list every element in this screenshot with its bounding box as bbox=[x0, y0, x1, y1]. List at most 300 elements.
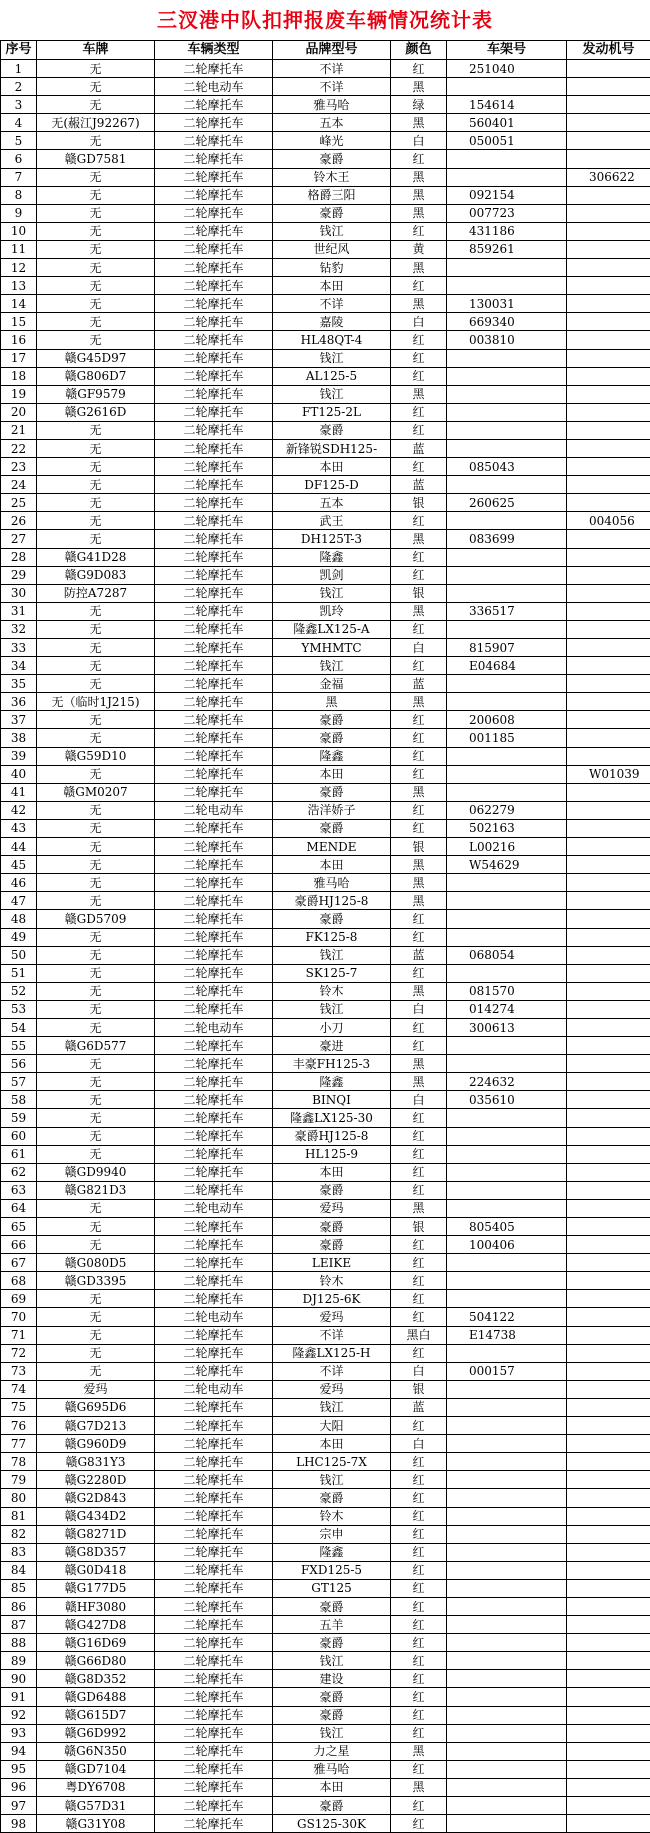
cell-frame-number bbox=[447, 1670, 567, 1688]
table-row bbox=[1, 1489, 650, 1507]
cell-brand-model: 爱玛 bbox=[273, 1380, 391, 1398]
cell-vehicle-type: 二轮摩托车 bbox=[155, 150, 273, 168]
table-row bbox=[1, 1326, 650, 1344]
table-row bbox=[1, 403, 650, 421]
cell-color: 黑白 bbox=[391, 1326, 447, 1344]
cell-frame-number bbox=[447, 964, 567, 982]
cell-brand-model: 不详 bbox=[273, 295, 391, 313]
cell-color: 白 bbox=[391, 313, 447, 331]
cell-plate: 无 bbox=[37, 313, 155, 331]
cell-engine-number bbox=[567, 1815, 650, 1833]
cell-plate: 无 bbox=[37, 1127, 155, 1145]
cell-vehicle-type: 二轮摩托车 bbox=[155, 910, 273, 928]
cell-index: 70 bbox=[1, 1308, 37, 1326]
cell-index: 62 bbox=[1, 1163, 37, 1181]
table-row bbox=[1, 711, 650, 729]
cell-index: 21 bbox=[1, 421, 37, 439]
cell-color: 银 bbox=[391, 1218, 447, 1236]
cell-engine-number bbox=[567, 78, 650, 96]
cell-plate: 无 bbox=[37, 1326, 155, 1344]
cell-vehicle-type: 二轮摩托车 bbox=[155, 1326, 273, 1344]
table-row bbox=[1, 421, 650, 439]
cell-engine-number bbox=[567, 1145, 650, 1163]
cell-index: 93 bbox=[1, 1724, 37, 1742]
cell-plate: 赣GD6488 bbox=[37, 1688, 155, 1706]
cell-plate: 无 bbox=[37, 801, 155, 819]
cell-vehicle-type: 二轮摩托车 bbox=[155, 1561, 273, 1579]
cell-frame-number bbox=[447, 566, 567, 584]
cell-vehicle-type: 二轮摩托车 bbox=[155, 385, 273, 403]
cell-vehicle-type: 二轮摩托车 bbox=[155, 928, 273, 946]
cell-index: 89 bbox=[1, 1652, 37, 1670]
table-row bbox=[1, 1778, 650, 1796]
cell-index: 34 bbox=[1, 657, 37, 675]
cell-brand-model: 豪爵 bbox=[273, 1597, 391, 1615]
cell-vehicle-type: 二轮摩托车 bbox=[155, 1272, 273, 1290]
cell-frame-number bbox=[447, 1543, 567, 1561]
cell-index: 74 bbox=[1, 1380, 37, 1398]
cell-frame-number bbox=[447, 892, 567, 910]
cell-color: 红 bbox=[391, 1525, 447, 1543]
cell-color: 红 bbox=[391, 657, 447, 675]
cell-color: 红 bbox=[391, 1308, 447, 1326]
cell-plate: 赣G615D7 bbox=[37, 1706, 155, 1724]
cell-vehicle-type: 二轮摩托车 bbox=[155, 1109, 273, 1127]
cell-index: 88 bbox=[1, 1634, 37, 1652]
cell-vehicle-type: 二轮摩托车 bbox=[155, 964, 273, 982]
cell-brand-model: GT125 bbox=[273, 1579, 391, 1597]
table-row bbox=[1, 1127, 650, 1145]
cell-brand-model: 铃木 bbox=[273, 982, 391, 1000]
cell-frame-number bbox=[447, 367, 567, 385]
cell-color: 黑 bbox=[391, 114, 447, 132]
cell-color: 红 bbox=[391, 1109, 447, 1127]
table-row bbox=[1, 946, 650, 964]
cell-frame-number: L00216 bbox=[447, 838, 567, 856]
cell-engine-number: W01039 bbox=[567, 765, 650, 783]
cell-color: 蓝 bbox=[391, 476, 447, 494]
cell-plate: 无 bbox=[37, 295, 155, 313]
cell-frame-number bbox=[447, 439, 567, 457]
cell-plate: 无 bbox=[37, 620, 155, 638]
cell-engine-number bbox=[567, 96, 650, 114]
cell-color: 红 bbox=[391, 1453, 447, 1471]
cell-color: 红 bbox=[391, 1489, 447, 1507]
cell-plate: 无 bbox=[37, 476, 155, 494]
cell-brand-model: 新锋锐SDH125- bbox=[273, 439, 391, 457]
cell-index: 97 bbox=[1, 1797, 37, 1815]
cell-plate: 无 bbox=[37, 1145, 155, 1163]
cell-color: 红 bbox=[391, 964, 447, 982]
cell-brand-model: 豪爵 bbox=[273, 729, 391, 747]
table-row bbox=[1, 240, 650, 258]
cell-color: 绿 bbox=[391, 96, 447, 114]
cell-frame-number: 003810 bbox=[447, 331, 567, 349]
cell-vehicle-type: 二轮摩托车 bbox=[155, 1435, 273, 1453]
cell-frame-number bbox=[447, 1742, 567, 1760]
table-row bbox=[1, 639, 650, 657]
cell-vehicle-type: 二轮摩托车 bbox=[155, 1145, 273, 1163]
cell-vehicle-type: 二轮摩托车 bbox=[155, 1091, 273, 1109]
cell-brand-model: 凯剑 bbox=[273, 566, 391, 584]
cell-plate: 无（临时1J215) bbox=[37, 693, 155, 711]
table-row bbox=[1, 1290, 650, 1308]
cell-frame-number: 859261 bbox=[447, 240, 567, 258]
cell-color: 红 bbox=[391, 620, 447, 638]
cell-brand-model: 雅马哈 bbox=[273, 874, 391, 892]
cell-plate: 无 bbox=[37, 186, 155, 204]
cell-engine-number bbox=[567, 277, 650, 295]
cell-plate: 无 bbox=[37, 132, 155, 150]
table-row bbox=[1, 385, 650, 403]
cell-plate: 无 bbox=[37, 1236, 155, 1254]
cell-engine-number bbox=[567, 1380, 650, 1398]
cell-engine-number bbox=[567, 1163, 650, 1181]
cell-brand-model: 豪爵 bbox=[273, 1688, 391, 1706]
cell-index: 56 bbox=[1, 1055, 37, 1073]
cell-frame-number bbox=[447, 620, 567, 638]
cell-color: 白 bbox=[391, 639, 447, 657]
cell-engine-number bbox=[567, 964, 650, 982]
cell-engine-number bbox=[567, 1670, 650, 1688]
cell-color: 红 bbox=[391, 1018, 447, 1036]
cell-plate: 无 bbox=[37, 892, 155, 910]
cell-brand-model: 不详 bbox=[273, 78, 391, 96]
cell-engine-number bbox=[567, 1579, 650, 1597]
cell-frame-number: 062279 bbox=[447, 801, 567, 819]
cell-engine-number bbox=[567, 819, 650, 837]
cell-frame-number bbox=[447, 874, 567, 892]
cell-engine-number bbox=[567, 1435, 650, 1453]
cell-engine-number bbox=[567, 295, 650, 313]
cell-vehicle-type: 二轮电动车 bbox=[155, 1018, 273, 1036]
cell-color: 黑 bbox=[391, 1199, 447, 1217]
cell-frame-number bbox=[447, 1272, 567, 1290]
cell-color: 红 bbox=[391, 150, 447, 168]
table-row bbox=[1, 1344, 650, 1362]
cell-index: 19 bbox=[1, 385, 37, 403]
cell-index: 15 bbox=[1, 313, 37, 331]
table-row bbox=[1, 1634, 650, 1652]
cell-plate: 赣G080D5 bbox=[37, 1254, 155, 1272]
cell-engine-number bbox=[567, 675, 650, 693]
cell-plate: 无 bbox=[37, 711, 155, 729]
table-row bbox=[1, 458, 650, 476]
cell-engine-number bbox=[567, 584, 650, 602]
cell-frame-number: 083699 bbox=[447, 530, 567, 548]
cell-frame-number bbox=[447, 1815, 567, 1833]
table-row bbox=[1, 512, 650, 530]
table-row bbox=[1, 1525, 650, 1543]
cell-color: 银 bbox=[391, 494, 447, 512]
cell-frame-number: 007723 bbox=[447, 204, 567, 222]
cell-plate: 无 bbox=[37, 494, 155, 512]
cell-color: 红 bbox=[391, 729, 447, 747]
cell-plate: 无 bbox=[37, 729, 155, 747]
cell-plate: 赣HF3080 bbox=[37, 1597, 155, 1615]
cell-plate: 赣G427D8 bbox=[37, 1616, 155, 1634]
cell-brand-model: 建设 bbox=[273, 1670, 391, 1688]
cell-frame-number bbox=[447, 150, 567, 168]
cell-frame-number: E14738 bbox=[447, 1326, 567, 1344]
cell-engine-number bbox=[567, 132, 650, 150]
cell-plate: 无 bbox=[37, 1362, 155, 1380]
cell-engine-number bbox=[567, 1127, 650, 1145]
cell-frame-number bbox=[447, 765, 567, 783]
cell-color: 红 bbox=[391, 1706, 447, 1724]
cell-vehicle-type: 二轮摩托车 bbox=[155, 331, 273, 349]
table-row bbox=[1, 1091, 650, 1109]
cell-color: 黑 bbox=[391, 385, 447, 403]
cell-index: 26 bbox=[1, 512, 37, 530]
cell-vehicle-type: 二轮摩托车 bbox=[155, 277, 273, 295]
cell-brand-model: 武王 bbox=[273, 512, 391, 530]
cell-color: 蓝 bbox=[391, 1398, 447, 1416]
cell-vehicle-type: 二轮摩托车 bbox=[155, 1688, 273, 1706]
cell-color: 红 bbox=[391, 1561, 447, 1579]
cell-color: 红 bbox=[391, 1670, 447, 1688]
cell-index: 6 bbox=[1, 150, 37, 168]
cell-index: 31 bbox=[1, 602, 37, 620]
cell-frame-number bbox=[447, 259, 567, 277]
cell-color: 白 bbox=[391, 1362, 447, 1380]
cell-vehicle-type: 二轮摩托车 bbox=[155, 1163, 273, 1181]
table-row bbox=[1, 693, 650, 711]
cell-plate: 无 bbox=[37, 1218, 155, 1236]
cell-brand-model: 豪爵 bbox=[273, 1797, 391, 1815]
cell-brand-model: 豪进 bbox=[273, 1037, 391, 1055]
table-row bbox=[1, 1435, 650, 1453]
cell-vehicle-type: 二轮摩托车 bbox=[155, 1344, 273, 1362]
cell-color: 黑 bbox=[391, 168, 447, 186]
cell-vehicle-type: 二轮摩托车 bbox=[155, 620, 273, 638]
cell-index: 39 bbox=[1, 747, 37, 765]
cell-frame-number bbox=[447, 1145, 567, 1163]
table-row bbox=[1, 856, 650, 874]
cell-frame-number bbox=[447, 1652, 567, 1670]
cell-vehicle-type: 二轮摩托车 bbox=[155, 1218, 273, 1236]
cell-engine-number bbox=[567, 1344, 650, 1362]
cell-vehicle-type: 二轮摩托车 bbox=[155, 1525, 273, 1543]
cell-frame-number: 251040 bbox=[447, 60, 567, 78]
cell-brand-model: 力之星 bbox=[273, 1742, 391, 1760]
cell-engine-number bbox=[567, 946, 650, 964]
cell-brand-model: 豪爵 bbox=[273, 150, 391, 168]
cell-frame-number: 336517 bbox=[447, 602, 567, 620]
cell-engine-number bbox=[567, 1507, 650, 1525]
table-row bbox=[1, 259, 650, 277]
cell-brand-model: 豪爵 bbox=[273, 1634, 391, 1652]
cell-color: 黑 bbox=[391, 982, 447, 1000]
cell-color: 红 bbox=[391, 331, 447, 349]
cell-color: 黑 bbox=[391, 186, 447, 204]
cell-color: 红 bbox=[391, 349, 447, 367]
cell-plate: 无 bbox=[37, 512, 155, 530]
cell-brand-model: 嘉陵 bbox=[273, 313, 391, 331]
cell-engine-number bbox=[567, 331, 650, 349]
cell-engine-number bbox=[567, 928, 650, 946]
table-row bbox=[1, 1308, 650, 1326]
cell-index: 29 bbox=[1, 566, 37, 584]
cell-index: 96 bbox=[1, 1778, 37, 1796]
cell-index: 45 bbox=[1, 856, 37, 874]
cell-color: 红 bbox=[391, 801, 447, 819]
cell-frame-number bbox=[447, 1127, 567, 1145]
cell-engine-number bbox=[567, 1453, 650, 1471]
table-row bbox=[1, 566, 650, 584]
cell-color: 红 bbox=[391, 928, 447, 946]
table-row bbox=[1, 186, 650, 204]
cell-index: 78 bbox=[1, 1453, 37, 1471]
cell-engine-number bbox=[567, 1091, 650, 1109]
cell-color: 黄 bbox=[391, 240, 447, 258]
cell-vehicle-type: 二轮摩托车 bbox=[155, 60, 273, 78]
cell-frame-number: 560401 bbox=[447, 114, 567, 132]
cell-frame-number bbox=[447, 1453, 567, 1471]
cell-vehicle-type: 二轮摩托车 bbox=[155, 819, 273, 837]
cell-brand-model: AL125-5 bbox=[273, 367, 391, 385]
cell-index: 17 bbox=[1, 349, 37, 367]
cell-color: 红 bbox=[391, 1815, 447, 1833]
cell-color: 红 bbox=[391, 1760, 447, 1778]
cell-color: 红 bbox=[391, 512, 447, 530]
cell-brand-model: 豪爵 bbox=[273, 1489, 391, 1507]
cell-frame-number: 260625 bbox=[447, 494, 567, 512]
cell-engine-number bbox=[567, 204, 650, 222]
cell-color: 红 bbox=[391, 421, 447, 439]
cell-plate: 无 bbox=[37, 657, 155, 675]
cell-engine-number bbox=[567, 729, 650, 747]
cell-frame-number: 085043 bbox=[447, 458, 567, 476]
cell-vehicle-type: 二轮摩托车 bbox=[155, 1543, 273, 1561]
cell-frame-number bbox=[447, 1760, 567, 1778]
cell-vehicle-type: 二轮摩托车 bbox=[155, 602, 273, 620]
cell-plate: 无 bbox=[37, 1199, 155, 1217]
cell-frame-number bbox=[447, 584, 567, 602]
cell-index: 37 bbox=[1, 711, 37, 729]
cell-engine-number bbox=[567, 1362, 650, 1380]
cell-index: 13 bbox=[1, 277, 37, 295]
cell-frame-number bbox=[447, 1489, 567, 1507]
cell-engine-number bbox=[567, 186, 650, 204]
cell-vehicle-type: 二轮摩托车 bbox=[155, 512, 273, 530]
cell-brand-model: 宗申 bbox=[273, 1525, 391, 1543]
cell-vehicle-type: 二轮摩托车 bbox=[155, 856, 273, 874]
cell-brand-model: 大阳 bbox=[273, 1417, 391, 1435]
cell-index: 91 bbox=[1, 1688, 37, 1706]
cell-plate: 无 bbox=[37, 421, 155, 439]
cell-color: 黑 bbox=[391, 259, 447, 277]
cell-frame-number bbox=[447, 693, 567, 711]
cell-engine-number bbox=[567, 1308, 650, 1326]
cell-index: 9 bbox=[1, 204, 37, 222]
cell-plate: 赣G8D352 bbox=[37, 1670, 155, 1688]
table-row bbox=[1, 1362, 650, 1380]
cell-engine-number bbox=[567, 910, 650, 928]
cell-frame-number: 000157 bbox=[447, 1362, 567, 1380]
table-row bbox=[1, 910, 650, 928]
table-row bbox=[1, 1181, 650, 1199]
cell-frame-number bbox=[447, 1417, 567, 1435]
cell-frame-number bbox=[447, 1055, 567, 1073]
cell-frame-number bbox=[447, 476, 567, 494]
cell-engine-number bbox=[567, 566, 650, 584]
cell-index: 79 bbox=[1, 1471, 37, 1489]
cell-brand-model: BINQI bbox=[273, 1091, 391, 1109]
cell-color: 红 bbox=[391, 1543, 447, 1561]
cell-vehicle-type: 二轮摩托车 bbox=[155, 421, 273, 439]
cell-vehicle-type: 二轮摩托车 bbox=[155, 566, 273, 584]
cell-color: 红 bbox=[391, 277, 447, 295]
cell-frame-number: 081570 bbox=[447, 982, 567, 1000]
cell-engine-number bbox=[567, 494, 650, 512]
cell-frame-number bbox=[447, 1616, 567, 1634]
cell-plate: 无 bbox=[37, 277, 155, 295]
cell-vehicle-type: 二轮摩托车 bbox=[155, 548, 273, 566]
cell-index: 42 bbox=[1, 801, 37, 819]
cell-frame-number: 130031 bbox=[447, 295, 567, 313]
cell-brand-model: YMHMTC bbox=[273, 639, 391, 657]
cell-brand-model: 豪爵 bbox=[273, 1236, 391, 1254]
cell-plate: 无 bbox=[37, 458, 155, 476]
cell-vehicle-type: 二轮摩托车 bbox=[155, 711, 273, 729]
cell-frame-number bbox=[447, 1290, 567, 1308]
cell-plate: 无 bbox=[37, 838, 155, 856]
cell-brand-model: LHC125-7X bbox=[273, 1453, 391, 1471]
cell-plate: 赣G2616D bbox=[37, 403, 155, 421]
header-frame-number: 车架号 bbox=[447, 41, 567, 60]
cell-engine-number bbox=[567, 1652, 650, 1670]
cell-vehicle-type: 二轮摩托车 bbox=[155, 313, 273, 331]
cell-frame-number bbox=[447, 385, 567, 403]
cell-frame-number: 431186 bbox=[447, 222, 567, 240]
cell-engine-number bbox=[567, 1109, 650, 1127]
cell-engine-number: 306622 bbox=[567, 168, 650, 186]
cell-index: 94 bbox=[1, 1742, 37, 1760]
cell-engine-number bbox=[567, 1398, 650, 1416]
cell-plate: 赣GD5709 bbox=[37, 910, 155, 928]
cell-engine-number bbox=[567, 892, 650, 910]
cell-brand-model: 隆鑫 bbox=[273, 548, 391, 566]
cell-frame-number bbox=[447, 1181, 567, 1199]
cell-brand-model: 豪爵 bbox=[273, 711, 391, 729]
cell-index: 53 bbox=[1, 1000, 37, 1018]
cell-index: 82 bbox=[1, 1525, 37, 1543]
cell-plate: 无 bbox=[37, 1055, 155, 1073]
cell-frame-number bbox=[447, 910, 567, 928]
cell-engine-number bbox=[567, 1597, 650, 1615]
cell-index: 10 bbox=[1, 222, 37, 240]
cell-vehicle-type: 二轮电动车 bbox=[155, 1308, 273, 1326]
cell-color: 红 bbox=[391, 1597, 447, 1615]
cell-index: 54 bbox=[1, 1018, 37, 1036]
cell-brand-model: 钱江 bbox=[273, 222, 391, 240]
cell-brand-model: 隆鑫 bbox=[273, 747, 391, 765]
cell-index: 36 bbox=[1, 693, 37, 711]
cell-engine-number bbox=[567, 1055, 650, 1073]
cell-vehicle-type: 二轮摩托车 bbox=[155, 1290, 273, 1308]
table-row bbox=[1, 602, 650, 620]
cell-frame-number: 035610 bbox=[447, 1091, 567, 1109]
cell-vehicle-type: 二轮摩托车 bbox=[155, 1742, 273, 1760]
cell-vehicle-type: 二轮电动车 bbox=[155, 1199, 273, 1217]
table-row bbox=[1, 1236, 650, 1254]
cell-engine-number bbox=[567, 403, 650, 421]
cell-index: 43 bbox=[1, 819, 37, 837]
cell-color: 白 bbox=[391, 1435, 447, 1453]
cell-brand-model: FK125-8 bbox=[273, 928, 391, 946]
cell-plate: 赣G66D80 bbox=[37, 1652, 155, 1670]
